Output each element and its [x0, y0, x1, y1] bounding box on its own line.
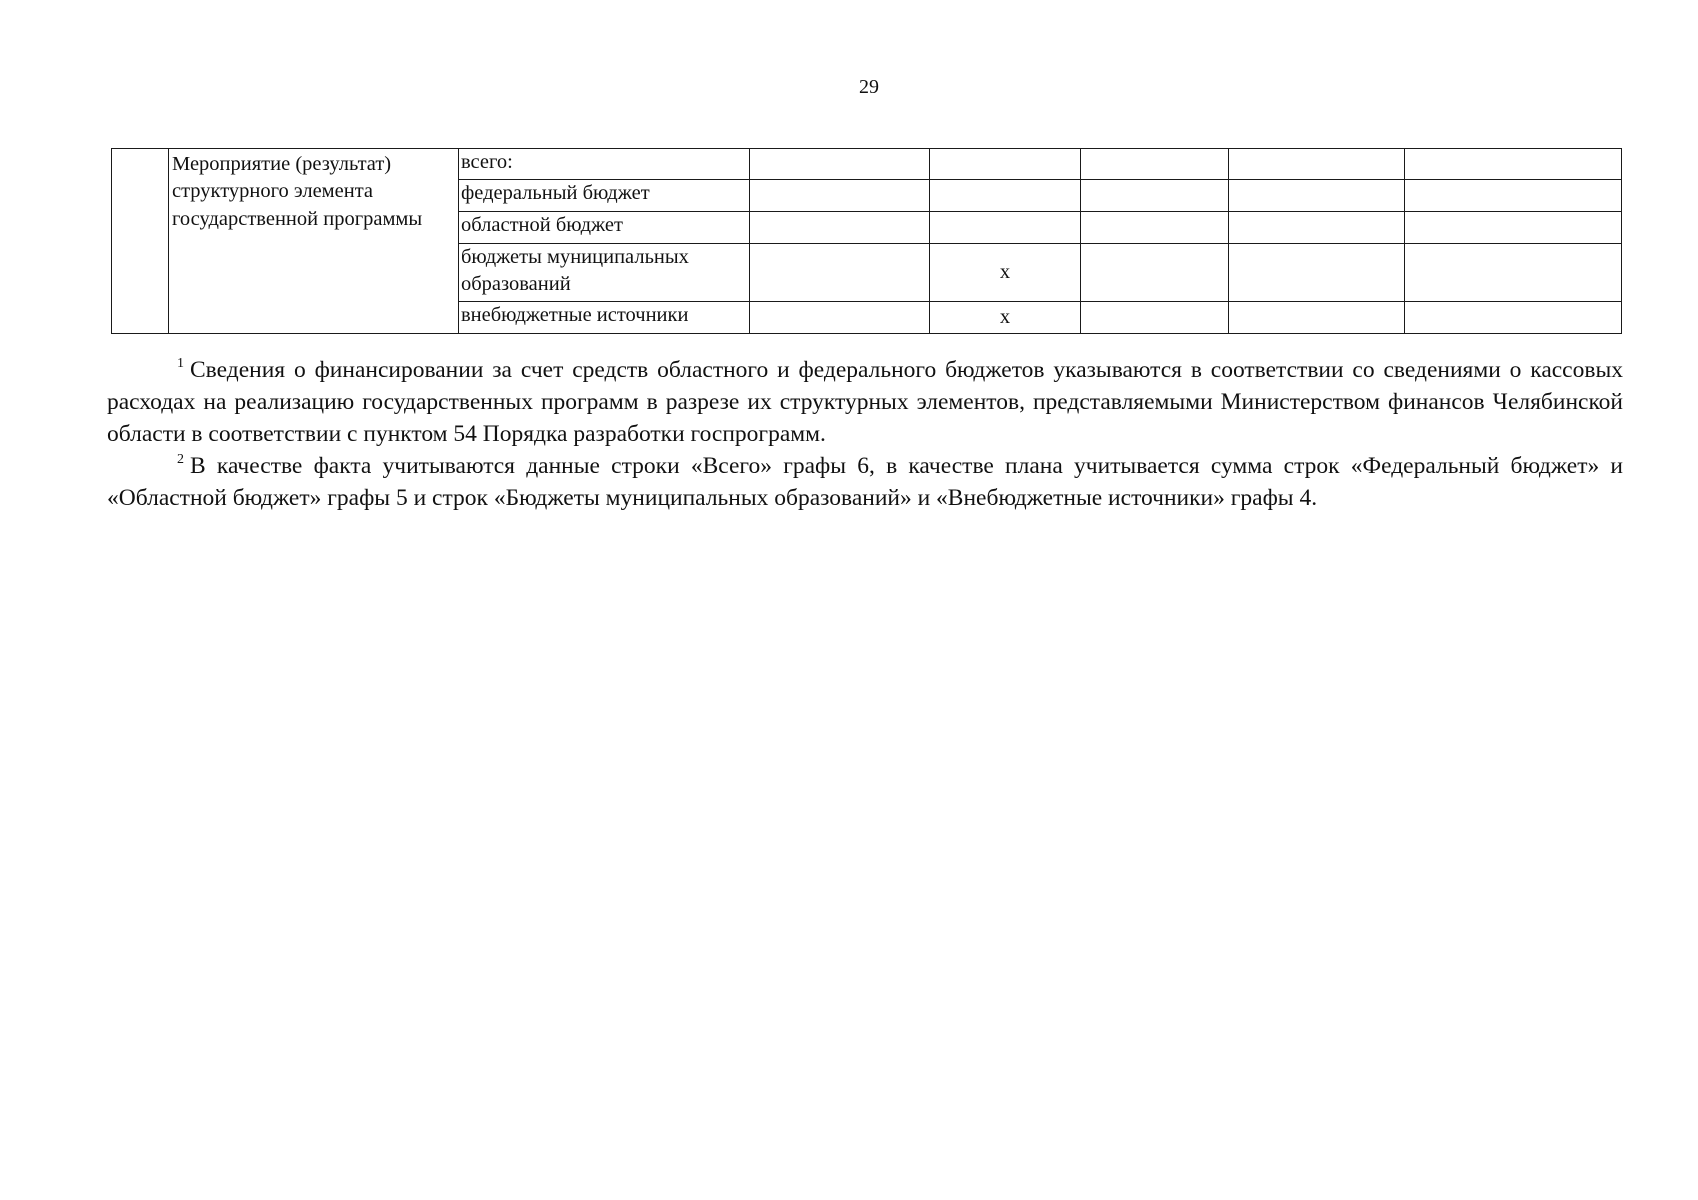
table-cell: [1229, 244, 1405, 302]
table-cell: [1405, 180, 1622, 212]
table-cell: [1229, 180, 1405, 212]
table-cell: [1405, 302, 1622, 334]
footnote-1: [107, 354, 1623, 450]
footnote-2: [107, 450, 1623, 514]
table-cell: [1081, 302, 1229, 334]
row-label: внебюджетные источники: [459, 302, 750, 334]
footnote-text: В качестве факта учитываются данные строки «Всего» графы 6, в качестве плана учитывается сумма строк «Федеральный бюджет» и «Областной бюджет» графы 5 и строк «Бюджеты муниципальных образований» и «Внебюджетные источники» графы 4.: [107, 453, 1623, 511]
row-label: федеральный бюджет: [459, 180, 750, 212]
footnote-mark: 2: [177, 452, 184, 467]
financing-table: [111, 148, 1622, 334]
table-cell: [1405, 212, 1622, 244]
table-cell: [1405, 149, 1622, 180]
footnote-text: Сведения о финансировании за счет средств областного и федерального бюджетов указываются в соответствии со сведениями о кассовых расходах на реализацию государственных программ в разрезе их структурных элементов, представляемыми Министерством финансов Челябинской области в соответствии с пунктом 54 Порядка разработки госпрограмм.: [107, 357, 1623, 447]
table-cell: [1081, 212, 1229, 244]
table-cell: [1229, 302, 1405, 334]
table-cell: [1229, 212, 1405, 244]
page-number: 29: [859, 76, 879, 98]
row-label: бюджеты муниципальных образований: [459, 244, 750, 302]
table-cell: [750, 180, 930, 212]
table-cell-x: x: [930, 302, 1081, 334]
footnotes: [107, 354, 1623, 514]
footnote-mark: 1: [177, 356, 184, 371]
table-cell: [1081, 180, 1229, 212]
table-cell: [930, 149, 1081, 180]
table-cell: [750, 149, 930, 180]
table-cell: [750, 212, 930, 244]
table-cell-number: [112, 149, 169, 334]
table-cell: [930, 212, 1081, 244]
table-cell: [1229, 149, 1405, 180]
table-cell: [930, 180, 1081, 212]
table-cell: [750, 302, 930, 334]
table-cell: [1405, 244, 1622, 302]
item-name-cell: Мероприятие (результат) структурного элемента государственной программы: [169, 149, 459, 334]
table-cell: [1081, 244, 1229, 302]
row-label: всего:: [459, 149, 750, 180]
table-row: [112, 149, 1622, 180]
row-label: областной бюджет: [459, 212, 750, 244]
table-cell: [1081, 149, 1229, 180]
table-cell: [750, 244, 930, 302]
table-cell-x: x: [930, 244, 1081, 302]
